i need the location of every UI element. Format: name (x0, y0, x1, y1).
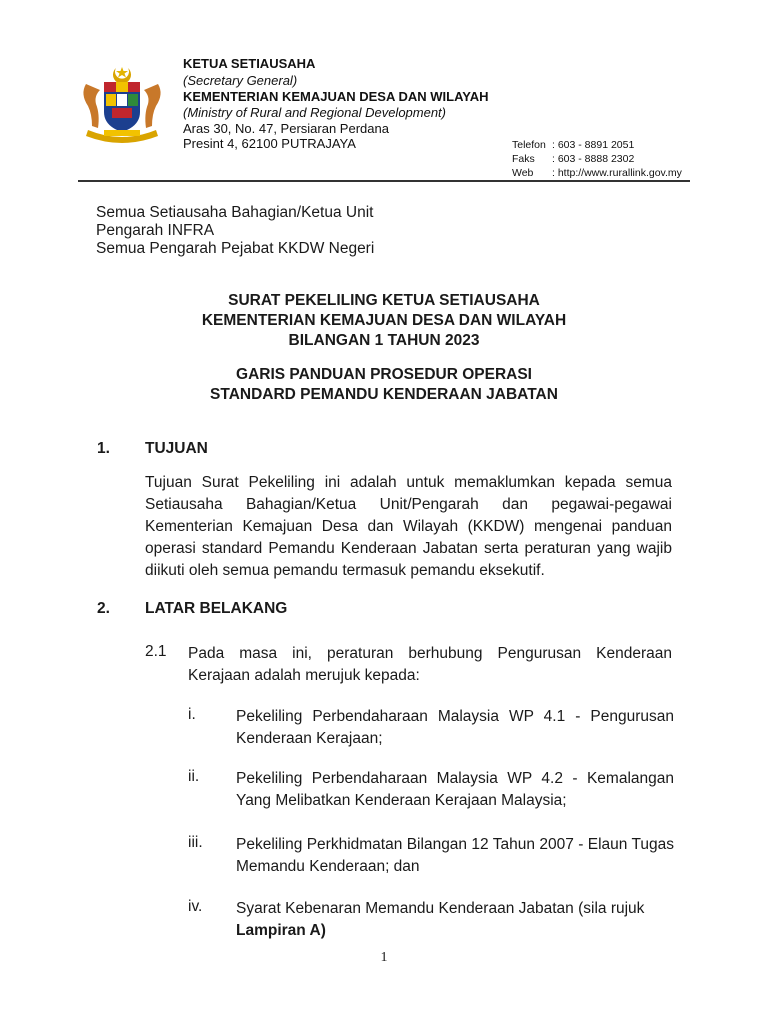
page-number: 1 (380, 950, 388, 965)
subsection-2-1-body: Pada masa ini, peraturan berhubung Pengurusan Kenderaan Kerajaan adalah merujuk kepada: (188, 645, 672, 684)
letterhead-ministry: KEMENTERIAN KEMAJUAN DESA DAN WILAYAH (183, 89, 489, 104)
list-item-text: Pekeliling Perbendaharaan Malaysia WP 4.1 - Pengurusan Kenderaan Kerajaan; (236, 708, 674, 747)
malaysia-coat-of-arms-icon (76, 64, 168, 144)
letterhead-address-2: Presint 4, 62100 PUTRAJAYA (183, 136, 356, 151)
section-1-heading: TUJUAN (145, 440, 208, 457)
list-item-number: i. (188, 706, 196, 723)
letterhead-ministry-en: (Ministry of Rural and Regional Development) (183, 105, 447, 120)
faks-label: Faks (512, 153, 535, 165)
telefon-value: : 603 - 8891 2051 (552, 139, 635, 151)
letterhead-address-1: Aras 30, No. 47, Persiaran Perdana (183, 121, 389, 136)
circular-title-line: SURAT PEKELILING KETUA SETIAUSAHA (228, 292, 540, 309)
section-1-number: 1. (97, 440, 110, 457)
subject-title-line: STANDARD PEMANDU KENDERAAN JABATAN (210, 386, 558, 403)
section-1-body: Tujuan Surat Pekeliling ini adalah untuk memaklumkan kepada semua Setiausaha Bahagian/Ketua Unit/Pengarah dan pegawai-pegawai Kementerian Kemajuan Desa dan Wilayah (KKDW) mengenai panduan operasi standard Pemandu Kenderaan Jabatan serta peraturan yang wajib diikuti oleh semua pemandu termasuk pemandu eksekutif. (145, 474, 672, 579)
list-item-text: Pekeliling Perbendaharaan Malaysia WP 4.2 - Kemalangan Yang Melibatkan Kenderaan Kerajaan Malaysia; (236, 770, 674, 809)
circular-title-line: BILANGAN 1 TAHUN 2023 (288, 332, 480, 349)
subject-title (0, 365, 768, 405)
list-item-number: iii. (188, 834, 203, 851)
letterhead-title: KETUA SETIAUSAHA (183, 56, 316, 71)
list-item-number: iv. (188, 898, 203, 915)
circular-title-line: KEMENTERIAN KEMAJUAN DESA DAN WILAYAH (201, 312, 567, 329)
contact-telefon (512, 138, 634, 152)
list-item-text: Syarat Kebenaran Memandu Kenderaan Jabatan (sila rujuk (236, 900, 645, 917)
faks-value: : 603 - 8888 2302 (552, 153, 635, 165)
contact-web (512, 166, 682, 180)
recipient-line: Semua Setiausaha Bahagian/Ketua Unit (96, 204, 374, 221)
section-2-number: 2. (97, 600, 110, 617)
letterhead-title-en: (Secretary General) (183, 73, 298, 88)
letterhead-divider (78, 180, 690, 182)
subsection-2-1-number: 2.1 (145, 643, 167, 660)
list-item-text: Pekeliling Perkhidmatan Bilangan 12 Tahun 2007 - Elaun Tugas Memandu Kenderaan; dan (236, 836, 674, 875)
subject-title-line: GARIS PANDUAN PROSEDUR OPERASI (236, 366, 532, 383)
lampiran-a-reference: Lampiran A) (236, 922, 326, 939)
recipient-line: Semua Pengarah Pejabat KKDW Negeri (96, 240, 375, 257)
contact-faks (512, 152, 634, 166)
circular-title (0, 291, 768, 351)
recipient-line: Pengarah INFRA (96, 222, 215, 239)
web-value[interactable]: : http://www.rurallink.gov.my (552, 167, 682, 179)
list-item-number: ii. (188, 768, 200, 785)
telefon-label: Telefon (512, 139, 546, 151)
list-item-iv (236, 898, 674, 942)
web-label: Web (512, 167, 534, 179)
section-2-heading: LATAR BELAKANG (145, 600, 288, 617)
